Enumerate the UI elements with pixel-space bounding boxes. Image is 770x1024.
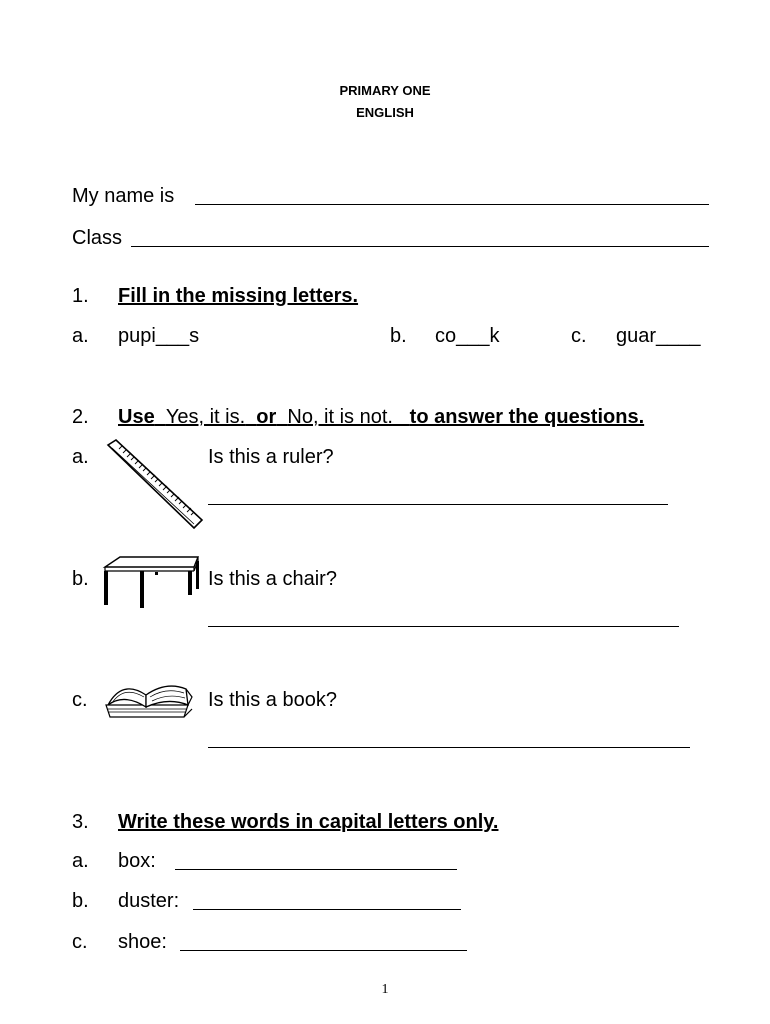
- q1-item-c-letter: c.: [571, 325, 587, 347]
- name-answer-line[interactable]: [195, 204, 709, 205]
- q1-instruction: Fill in the missing letters.: [118, 285, 359, 307]
- q2-instruction-or: or: [256, 406, 277, 428]
- q3-item-a-word: box:: [118, 850, 156, 872]
- q2-item-c-question: Is this a book?: [208, 689, 337, 711]
- q2-instruction-use: Use: [118, 406, 155, 428]
- table-icon: [100, 553, 205, 613]
- q3-item-c-word: shoe:: [118, 931, 167, 953]
- name-label: My name is: [72, 185, 175, 207]
- q1-item-b-letter: b.: [390, 325, 407, 347]
- q3-number: 3.: [72, 811, 89, 833]
- q3-item-b-word: duster:: [118, 890, 180, 912]
- q2-instruction: [118, 405, 644, 429]
- q1-item-a-text: pupi___s: [118, 325, 200, 347]
- q3-item-c-letter: c.: [72, 931, 88, 953]
- q1-item-b-text: co___k: [435, 325, 500, 347]
- q2-item-c-letter: c.: [72, 689, 88, 711]
- q3-item-a-answer-line[interactable]: [175, 869, 457, 870]
- q2-instruction-end: to answer the questions.: [409, 406, 645, 428]
- q3-item-c-answer-line[interactable]: [180, 950, 467, 951]
- book-icon: [100, 675, 195, 723]
- class-label: Class: [72, 227, 123, 249]
- q2-item-a-answer-line[interactable]: [208, 504, 668, 505]
- q2-item-b-answer-line[interactable]: [208, 626, 679, 627]
- q3-item-b-answer-line[interactable]: [193, 909, 461, 910]
- q1-item-a-letter: a.: [72, 325, 89, 347]
- q3-item-a-letter: a.: [72, 850, 89, 872]
- q2-item-a-question: Is this a ruler?: [208, 446, 334, 468]
- q3-instruction: Write these words in capital letters only.: [118, 811, 499, 833]
- worksheet-subject: ENGLISH: [356, 105, 414, 120]
- q2-option-no: No, it is not.: [287, 406, 393, 428]
- class-answer-line[interactable]: [131, 246, 709, 247]
- q2-item-a-letter: a.: [72, 446, 89, 468]
- q1-number: 1.: [72, 285, 89, 307]
- page-number: 1: [381, 982, 389, 997]
- q1-item-c-text: guar____: [616, 325, 701, 347]
- worksheet-level: PRIMARY ONE: [339, 83, 431, 98]
- ruler-icon: [100, 440, 205, 535]
- q2-option-yes: Yes, it is.: [165, 406, 246, 428]
- q3-item-b-letter: b.: [72, 890, 89, 912]
- q2-number: 2.: [72, 406, 89, 428]
- q2-item-b-question: Is this a chair?: [208, 568, 337, 590]
- q2-item-c-answer-line[interactable]: [208, 747, 690, 748]
- q2-item-b-letter: b.: [72, 568, 89, 590]
